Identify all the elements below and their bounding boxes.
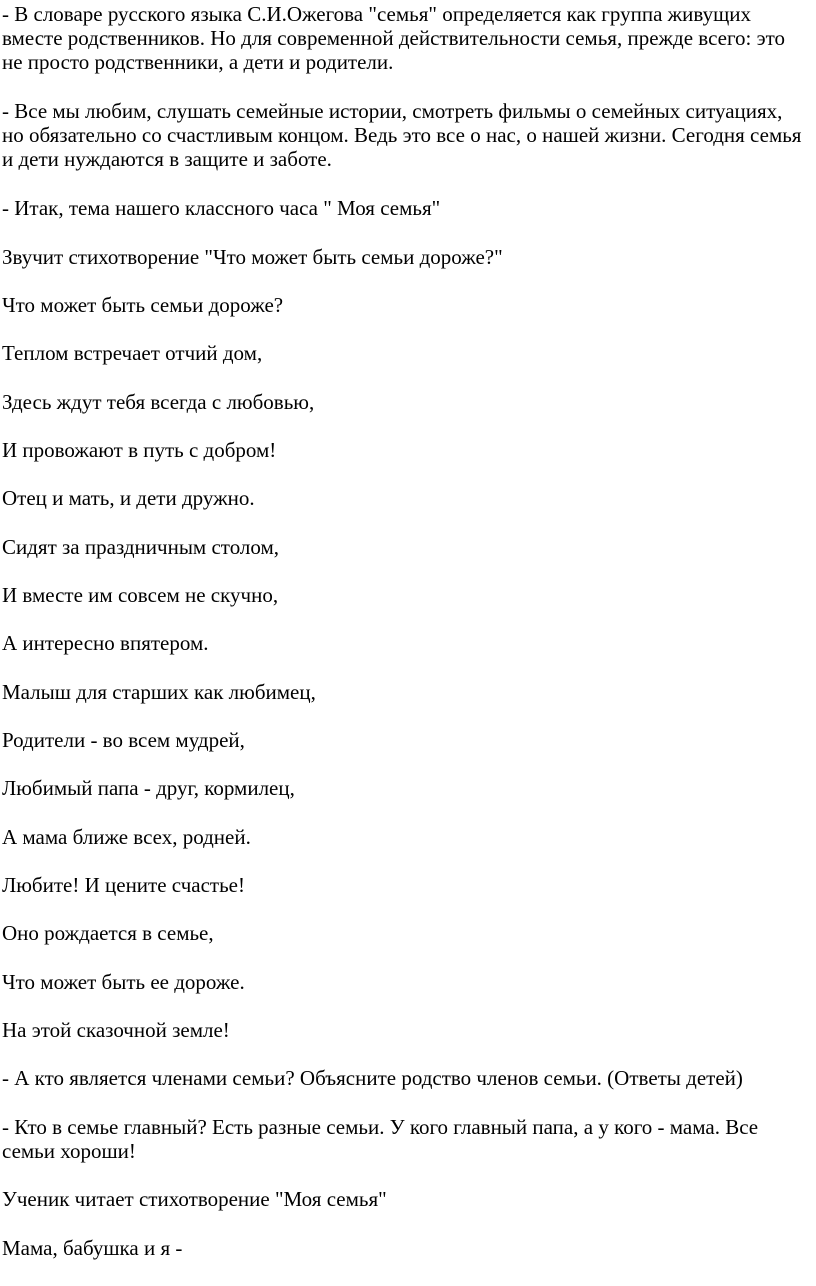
- poem-line: Что может быть семьи дороже?: [2, 293, 284, 317]
- poem-line: А мама ближе всех, родней.: [2, 825, 251, 849]
- poem-line: А интересно впятером.: [2, 631, 209, 655]
- poem-line: Мама, бабушка и я -: [2, 1236, 183, 1260]
- poem-line: Малыш для старших как любимец,: [2, 680, 316, 704]
- paragraph-family-stories: - Все мы любим, слушать семейные истории, смотреть фильмы о семейных ситуациях, но обязательно со счастливым концом. Ведь это все о нас, о нашей жизни. Сегодня семья и дети нуждаются в защите и заботе.: [2, 99, 802, 171]
- poem-line: Здесь ждут тебя всегда с любовью,: [2, 390, 315, 414]
- poem-line: И вместе им совсем не скучно,: [2, 583, 279, 607]
- poem-line: На этой сказочной земле!: [2, 1018, 230, 1042]
- paragraph-poem-intro: Звучит стихотворение "Что может быть семьи дороже?": [2, 245, 503, 269]
- poem-line: Оно рождается в семье,: [2, 921, 214, 945]
- poem-line: Что может быть ее дороже.: [2, 970, 245, 994]
- poem-line: Любимый папа - друг, кормилец,: [2, 776, 295, 800]
- paragraph-dictionary-definition: - В словаре русского языка С.И.Ожегова "семья" определяется как группа живущих вместе родственников. Но для современной действительности семья, прежде всего: это не просто родственники, а дети и родители.: [2, 2, 786, 74]
- poem-line: Отец и мать, и дети дружно.: [2, 486, 255, 510]
- poem-line: Сидят за праздничным столом,: [2, 535, 280, 559]
- paragraph-student-reads: Ученик читает стихотворение "Моя семья": [2, 1187, 387, 1211]
- poem-line: И провожают в путь с добром!: [2, 438, 277, 462]
- poem-line: Любите! И цените счастье!: [2, 873, 245, 897]
- poem-line: Родители - во всем мудрей,: [2, 728, 245, 752]
- paragraph-lesson-topic: - Итак, тема нашего классного часа " Моя семья": [2, 196, 441, 220]
- paragraph-family-members-question: - А кто является членами семьи? Объясните родство членов семьи. (Ответы детей): [2, 1066, 743, 1090]
- paragraph-head-of-family: - Кто в семье главный? Есть разные семьи. У кого главный папа, а у кого - мама. Все семьи хороши!: [2, 1115, 759, 1163]
- poem-line: Теплом встречает отчий дом,: [2, 341, 263, 365]
